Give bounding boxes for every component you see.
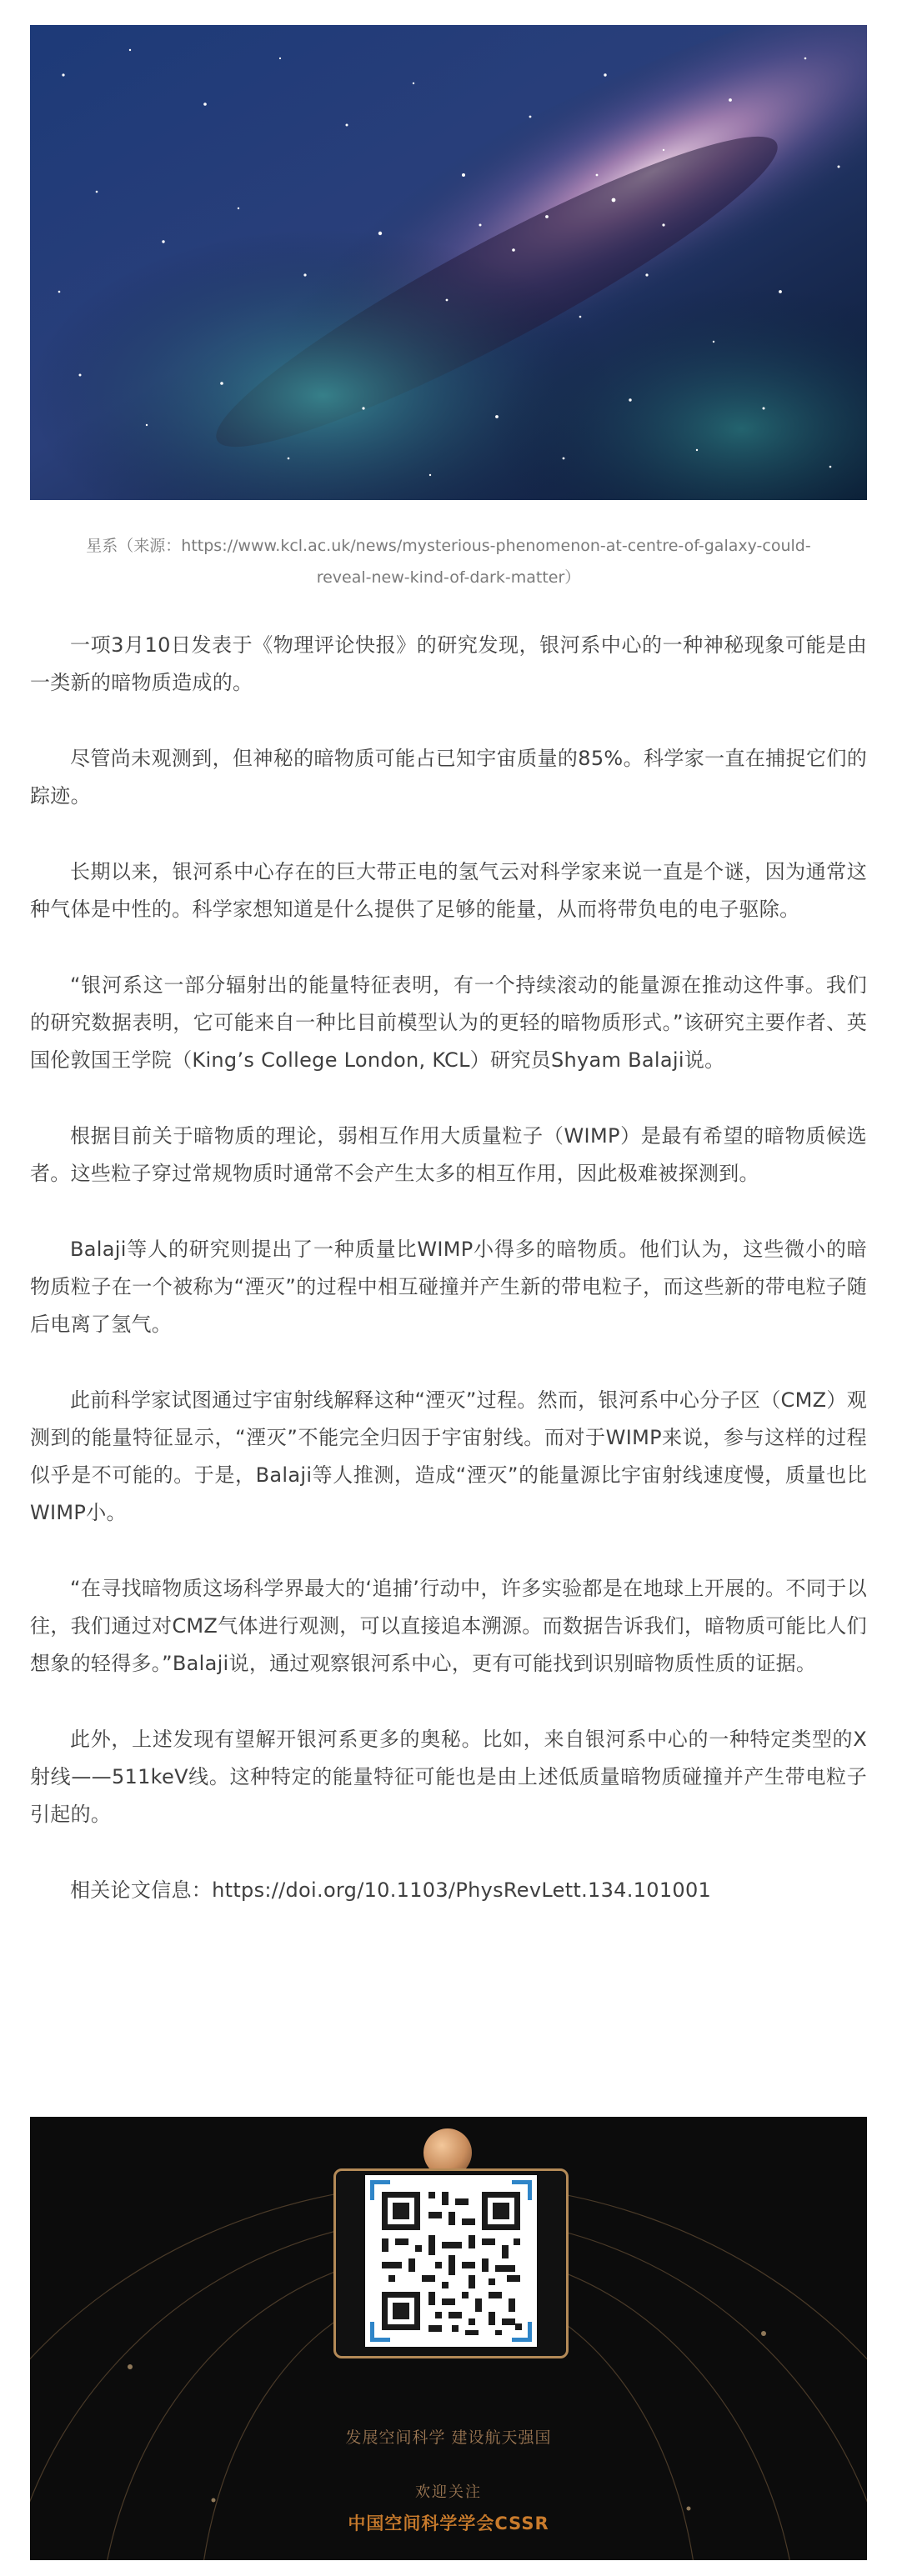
- footer-slogan: 发展空间科学 建设航天强国: [345, 2428, 552, 2447]
- article-body: [30, 627, 867, 1948]
- galaxy-illustration: [30, 25, 867, 500]
- caption-line-1: 星系（来源：https://www.kcl.ac.uk/news/mysterious-phenomenon-at-centre-of-galaxy-could-: [86, 537, 811, 555]
- paragraph: “银河系这一部分辐射出的能量特征表明，有一个持续滚动的能量源在推动这件事。我们的研究数据表明，它可能来自一种比目前模型认为的更轻的暗物质形式。”该研究主要作者、英国伦敦国王学院（King’s College London, KCL）研究员Shyam Balaji说。: [30, 973, 867, 1072]
- galaxy-image: [30, 25, 867, 500]
- paragraph: Balaji等人的研究则提出了一种质量比WIMP小得多的暗物质。他们认为，这些微小的暗物质粒子在一个被称为“湮灭”的过程中相互碰撞并产生新的带电粒子，而这些新的带电粒子随后电离了氢气。: [30, 1238, 867, 1336]
- paper-reference: 相关论文信息：https://doi.org/10.1103/PhysRevLett.134.101001: [70, 1878, 712, 1902]
- qr-code-icon: [365, 2175, 537, 2347]
- paragraph: 根据目前关于暗物质的理论，弱相互作用大质量粒子（WIMP）是最有希望的暗物质候选者。这些粒子穿过常规物质时通常不会产生太多的相互作用，因此极难被探测到。: [30, 1124, 867, 1185]
- paragraph: 一项3月10日发表于《物理评论快报》的研究发现，银河系中心的一种神秘现象可能是由一类新的暗物质造成的。: [30, 633, 867, 694]
- paragraph: 尽管尚未观测到，但神秘的暗物质可能占已知宇宙质量的85%。科学家一直在捕捉它们的踪迹。: [30, 747, 867, 808]
- image-caption: [30, 530, 867, 593]
- paragraph: “在寻找暗物质这场科学界最大的‘追捕’行动中，许多实验都是在地球上开展的。不同于以往，我们通过对CMZ气体进行观测，可以直接追本溯源。而数据告诉我们，暗物质可能比人们想象的轻得多。”Balaji说，通过观察银河系中心，更有可能找到识别暗物质性质的证据。: [30, 1577, 867, 1675]
- footer-welcome: 欢迎关注: [415, 2483, 482, 2501]
- paragraph: 此前科学家试图通过宇宙射线解释这种“湮灭”过程。然而，银河系中心分子区（CMZ）观测到的能量特征显示，“湮灭”不能完全归因于宇宙射线。而对于WIMP来说，参与这样的过程似乎是不可能的。于是，Balaji等人推测，造成“湮灭”的能量源比宇宙射线速度慢，质量也比WIMP小。: [30, 1388, 867, 1524]
- caption-line-2: reveal-new-kind-of-dark-matter）: [316, 568, 581, 587]
- footer-org-name: 中国空间科学学会CSSR: [348, 2513, 549, 2533]
- qr-code[interactable]: [365, 2175, 537, 2347]
- footer-banner: [30, 2117, 867, 2560]
- paragraph: 此外，上述发现有望解开银河系更多的奥秘。比如，来自银河系中心的一种特定类型的X射线——511keV线。这种特定的能量特征可能也是由上述低质量暗物质碰撞并产生带电粒子引起的。: [30, 1728, 867, 1826]
- paragraph: 长期以来，银河系中心存在的巨大带正电的氢气云对科学家来说一直是个谜，因为通常这种气体是中性的。科学家想知道是什么提供了足够的能量，从而将带负电的电子驱除。: [30, 860, 867, 921]
